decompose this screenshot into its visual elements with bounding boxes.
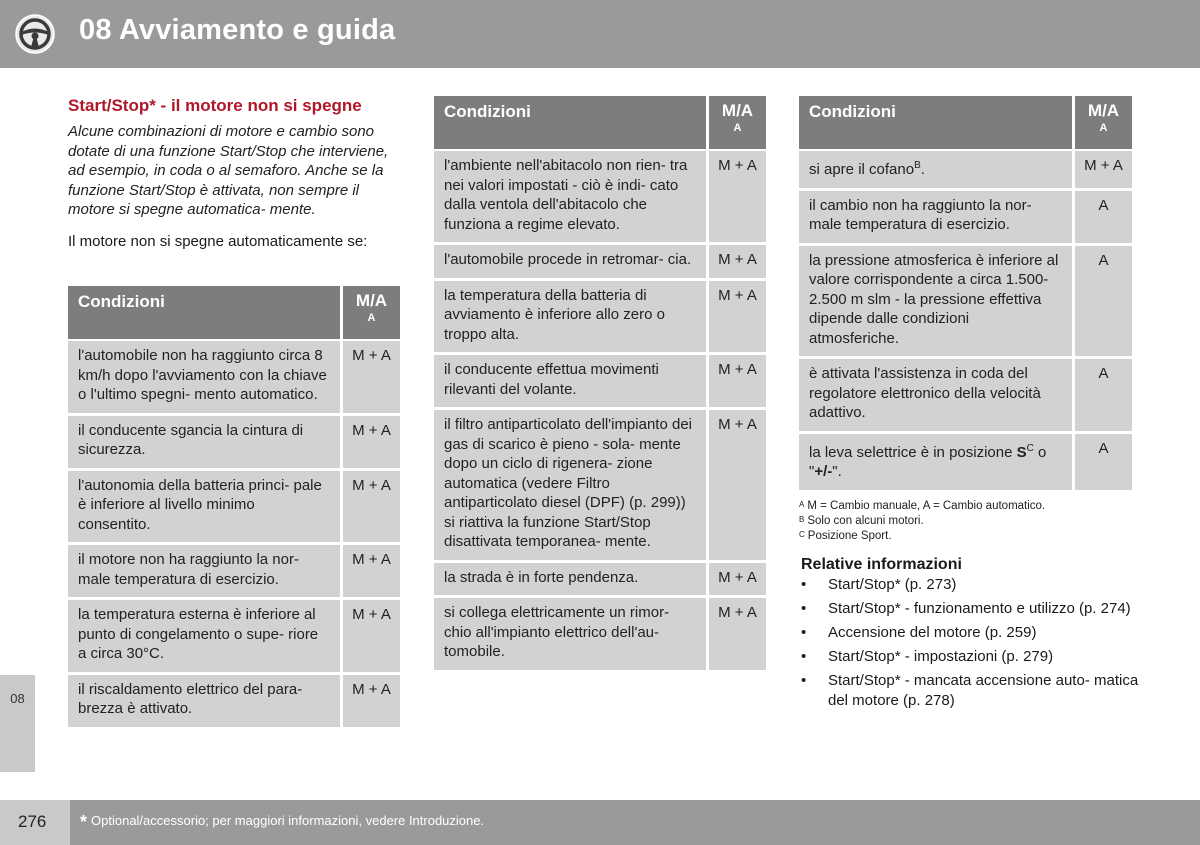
table-row [434, 410, 766, 563]
condition-cell: il filtro antiparticolato dell'impianto dei gas di scarico è pieno - sola- mente dopo un ciclo di rigenera- zione automatica (vedere Filtro antiparticolato diesel (DPF) (p. 299)) si riattiva la funzione Start/Stop disattivata temporanea- mente. [434, 410, 706, 563]
table-row [68, 545, 400, 600]
intro-paragraph: Il motore non si spegne automaticamente se: [68, 232, 368, 250]
ma-cell: A [1072, 246, 1132, 360]
header-conditions: Condizioni [68, 286, 340, 341]
condition-cell: il conducente sgancia la cintura di sicurezza. [68, 416, 340, 471]
page-number-box [0, 800, 70, 845]
ma-cell: M + A [340, 416, 400, 471]
condition-cell: è attivata l'assistenza in coda del regolatore elettronico della velocità adattivo. [799, 359, 1072, 434]
condition-cell: si collega elettricamente un rimor- chio all'impianto elettrico dell'au- tomobile. [434, 598, 706, 673]
related-link[interactable]: • Start/Stop* - impostazioni (p. 279) [801, 647, 1141, 667]
footer-note-text: Optional/accessorio; per maggiori informazioni, vedere Introduzione. [91, 813, 485, 828]
intro-text: Alcune combinazioni di motore e cambio sono dotate di una funzione Start/Stop che interviene, ad esempio, in coda o al semaforo. Anche se la funzione Start/Stop è attivata, non sempre il motore si spegne automatica- mente. [68, 123, 389, 218]
condition-cell: l'automobile non ha raggiunto circa 8 km/h dopo l'avviamento con la chiave o l'ultimo spegni- mento automatico. [68, 341, 340, 416]
conditions-table-2 [434, 96, 766, 673]
condition-cell: la strada è in forte pendenza. [434, 563, 706, 599]
table-row [68, 416, 400, 471]
table-row [434, 563, 766, 599]
condition-cell: si apre il cofano$^B$. [799, 151, 1072, 191]
asterisk-mark: * [80, 812, 88, 832]
header-ma: M/A A [340, 286, 400, 341]
related-information [801, 556, 1141, 715]
section-title: Start/Stop* - il motore non si spegne [68, 96, 362, 115]
ma-cell: M + A [706, 151, 766, 245]
condition-cell: l'autonomia della batteria princi- pale è inferiore al livello minimo consentito. [68, 471, 340, 546]
table-row [434, 598, 766, 673]
conditions-table-1 [68, 286, 400, 730]
condition-cell: il cambio non ha raggiunto la nor- male temperatura di esercizio. [799, 191, 1072, 246]
related-link[interactable]: • Start/Stop* - funzionamento e utilizzo (p. 274) [801, 599, 1141, 619]
intro-block [68, 96, 400, 263]
table-row [68, 600, 400, 675]
footnotes [799, 498, 1045, 543]
condition-cell: la temperatura della batteria di avviamento è inferiore allo zero o troppo alta. [434, 281, 706, 356]
ma-cell: M + A [1072, 151, 1132, 191]
table-row [799, 434, 1132, 493]
footer-note [80, 812, 484, 833]
related-link[interactable]: • Start/Stop* (p. 273) [801, 575, 1141, 595]
table-row [434, 151, 766, 245]
header-conditions: Condizioni [799, 96, 1072, 151]
condition-cell: l'automobile procede in retromar- cia. [434, 245, 706, 281]
condition-cell: la leva selettrice è in posizione $S^C$ o "+/-". [799, 434, 1072, 493]
condition-cell: il motore non ha raggiunto la nor- male temperatura di esercizio. [68, 545, 340, 600]
ma-cell: M + A [706, 355, 766, 410]
ma-cell: M + A [340, 675, 400, 730]
table-row [68, 341, 400, 416]
table-row [68, 471, 400, 546]
table-row [434, 281, 766, 356]
table-row [799, 191, 1132, 246]
header-ma: M/A A [1072, 96, 1132, 151]
table-row [799, 246, 1132, 360]
table-row [799, 359, 1132, 434]
ma-cell: A [1072, 359, 1132, 434]
header-conditions: Condizioni [434, 96, 706, 151]
ma-cell: A [1072, 191, 1132, 246]
ma-cell: A [1072, 434, 1132, 493]
table-row [434, 355, 766, 410]
footnote: $^A$ M = Cambio manuale, A = Cambio automatico. [799, 500, 1046, 512]
footnote: $^C$ Posizione Sport. [799, 530, 892, 542]
ma-cell: M + A [340, 600, 400, 675]
page-header [0, 0, 1200, 68]
ma-cell: M + A [706, 281, 766, 356]
table-row [799, 151, 1132, 191]
ma-cell: M + A [706, 245, 766, 281]
table-row [434, 245, 766, 281]
chapter-tab-label: 08 [10, 691, 25, 706]
related-list [801, 575, 1141, 710]
ma-cell: M + A [706, 598, 766, 673]
chapter-side-tab [0, 675, 35, 772]
chapter-title: 08 Avviamento e guida [79, 14, 396, 46]
ma-cell: M + A [706, 563, 766, 599]
header-ma: M/A A [706, 96, 766, 151]
condition-cell: la temperatura esterna è inferiore al punto di congelamento o supe- riore a circa 30°C. [68, 600, 340, 675]
condition-cell: il riscaldamento elettrico del para- brezza è attivato. [68, 675, 340, 730]
related-link[interactable]: • Accensione del motore (p. 259) [801, 623, 1141, 643]
ma-cell: M + A [340, 341, 400, 416]
condition-cell: la pressione atmosferica è inferiore al valore corrispondente a circa 1.500-2.500 m slm - la pressione effettiva dipende dalle condizioni atmosferiche. [799, 246, 1072, 360]
page-number: 276 [18, 812, 47, 831]
footnote: $^B$ Solo con alcuni motori. [799, 515, 924, 527]
ma-cell: M + A [706, 410, 766, 563]
table-row [68, 675, 400, 730]
related-title: Relative informazioni [801, 556, 962, 573]
condition-cell: il conducente effettua movimenti rilevanti del volante. [434, 355, 706, 410]
conditions-table-3 [799, 96, 1132, 493]
ma-cell: M + A [340, 471, 400, 546]
related-link[interactable]: • Start/Stop* - mancata accensione auto- matica del motore (p. 278) [801, 671, 1141, 710]
ma-cell: M + A [340, 545, 400, 600]
steering-wheel-icon [14, 13, 56, 55]
condition-cell: l'ambiente nell'abitacolo non rien- tra nei valori impostati - ciò è indi- cato dalla ventola dell'abitacolo che funziona a regime elevato. [434, 151, 706, 245]
